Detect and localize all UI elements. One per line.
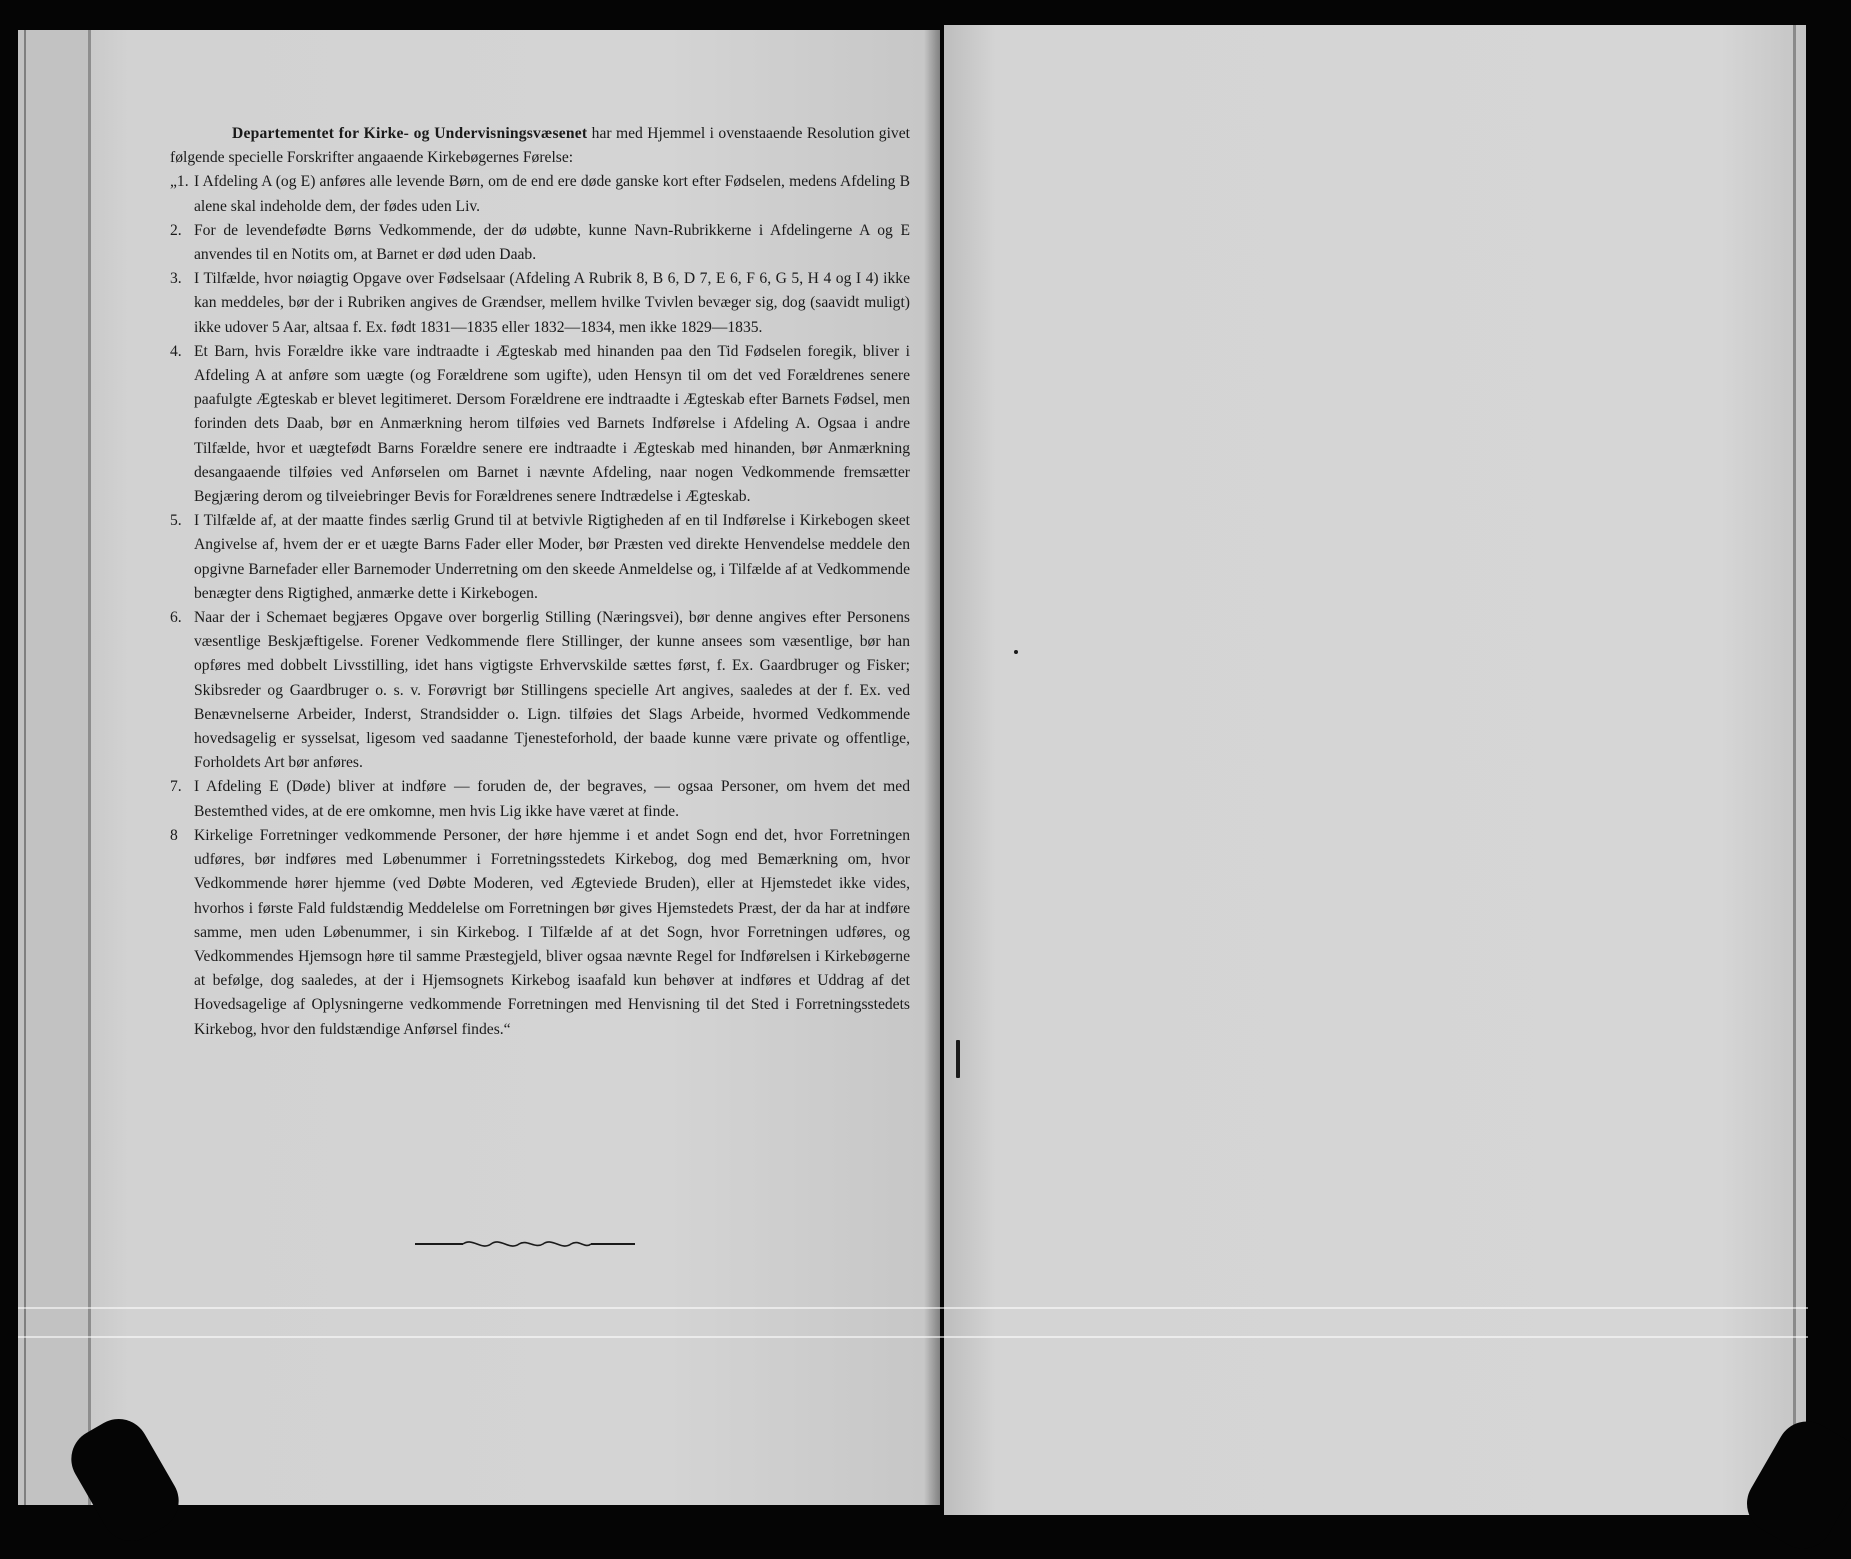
ornament-divider-icon xyxy=(415,1235,635,1253)
item-number: 6. xyxy=(170,609,182,627)
regulation-item-1 xyxy=(170,170,910,218)
item-text: Et Barn, hvis Forældre ikke vare indtraadte i Ægteskab med hinanden paa den Tid Fødselen foregik, bliver i Afdeling A at anføre som uægte (og Forældrene som ugifte), uden Hensyn til om det ved Forældrenes senere paafulgte Ægteskab er blevet legitimeret. Dersom Forældrene ere indtraadte i Ægteskab efter Barnets Fødsel, men forinden dets Daab, bør en Anmærkning herom tilføies ved Barnets Indførelse i Afdeling A. Ogsaa i andre Tilfælde, hvor et uægtefødt Barns Forældre senere ere indtraadte i Ægteskab med hinanden, bør Anmærkning desangaaende tilføies ved Anførselen om Barnet i nævnte Afdeling, naar nogen Vedkommende fremsætter Begjæring derom og tilveiebringer Bevis for Forældrenes senere Indtrædelse i Ægteskab. xyxy=(194,342,910,506)
regulation-item-8 xyxy=(170,824,910,1042)
right-page-edge xyxy=(1793,25,1796,1515)
item-number: 2. xyxy=(170,221,182,239)
ink-speck xyxy=(956,1040,960,1078)
regulation-text xyxy=(170,122,910,1042)
item-text: For de levendefødte Børns Vedkommende, der dø udøbte, kunne Navn-Rubrikkerne i Afdelingerne A og E anvendes til en Notits om, at Barnet er død uden Daab. xyxy=(194,221,910,264)
item-text: I Afdeling A (og E) anføres alle levende Børn, om de end ere døde ganske kort efter Fødselen, medens Afdeling B alene skal indeholde dem, der fødes uden Liv. xyxy=(194,173,910,215)
intro-paragraph xyxy=(170,122,910,170)
regulation-item-4 xyxy=(170,340,910,509)
regulation-item-6 xyxy=(170,606,910,775)
item-text: I Tilfælde af, at der maatte findes særlig Grund til at betvivle Rigtigheden af en til Indførelse i Kirkebogen skeet Angivelse af, hvem der er et uægte Barns Fader eller Moder, bør Præsten ved direkte Henvendelse meddele den opgivne Barnefader eller Barnemoder Underretning om den skeede Anmeldelse og, i Tilfælde af at Vedkommende benægter dens Rigtighed, anmærke dette i Kirkebogen. xyxy=(194,512,910,602)
item-number: 5. xyxy=(170,512,182,530)
item-number: 4. xyxy=(170,342,182,360)
item-number: „1. xyxy=(170,173,189,191)
regulation-item-7 xyxy=(170,775,910,823)
margin-rule xyxy=(24,30,26,1505)
left-page-margin xyxy=(18,30,91,1505)
ink-speck xyxy=(1014,650,1018,654)
item-text: I Afdeling E (Døde) bliver at indføre — foruden de, der begraves, — ogsaa Personer, om hvem det med Bestemthed vides, at de ere omkomne, men hvis Lig ikke have været at finde. xyxy=(194,778,910,820)
regulation-item-5 xyxy=(170,509,910,606)
item-number: 8 xyxy=(170,826,178,844)
right-page xyxy=(944,25,1806,1515)
item-number: 7. xyxy=(170,778,182,796)
gutter-shadow xyxy=(924,30,940,1505)
scan-line xyxy=(18,1307,1808,1309)
item-text: Kirkelige Forretninger vedkommende Personer, der høre hjemme i et andet Sogn end det, hvor Forretningen udføres, bør indføres med Løbenummer i Forretningsstedets Kirkebog, dog med Bemærkning om, hvor Vedkommende hører hjemme (ved Døbte Moderen, ved Ægteviede Bruden), eller at Hjemstedet ikke vides, hvorhos i første Fald fuldstændig Meddelelse om Forretningen bør gives Hjemstedets Præst, der da har at indføre samme, men uden Løbenummer, i sin Kirkebog. I Tilfælde af at det Sogn, hvor Forretningen udføres, og Vedkommendes Hjemsogn høre til samme Præstegjeld, bliver ogsaa nævnte Regel for Indførelsen i Kirkebøgerne at befølge, dog saaledes, at der i Hjemsognets Kirkebog isaafald kun behøver at indføres et Uddrag af det Hovedsagelige af Oplysningerne vedkommende Forretningen med Henvisning til det Sted i Forretningsstedets Kirkebog, hvor den fuldstændige Anførsel findes.“ xyxy=(194,826,910,1038)
department-heading: Departementet for Kirke- og Undervisningsvæsenet xyxy=(232,125,588,142)
regulation-item-2 xyxy=(170,219,910,267)
scan-line xyxy=(18,1336,1808,1338)
item-text: Naar der i Schemaet begjæres Opgave over borgerlig Stilling (Næringsvei), bør denne angives efter Personens væsentlige Beskjæftigelse. Forener Vedkommende flere Stillinger, der kunne ansees som væsentlige, bør han opføres med dobbelt Livsstilling, idet hans vigtigste Erhvervskilde sættes først, f. Ex. Gaardbruger og Fisker; Skibsreder og Gaardbruger o. s. v. Forøvrigt bør Stillingens specielle Art angives, saaledes at der f. Ex. ved Benævnelserne Arbeider, Inderst, Strandsidder o. Lign. tilføies det Slags Arbeide, hvormed Vedkommende hovedsagelig er sysselsat, ligesom ved saadanne Tjenesteforhold, der baade kunne være private og offentlige, Forholdets Art bør anføres. xyxy=(194,609,910,772)
item-text: I Tilfælde, hvor nøiagtig Opgave over Fødselsaar (Afdeling A Rubrik 8, B 6, D 7, E 6, F 6, G 5, H 4 og I 4) ikke kan meddeles, bør der i Rubriken angives de Grændser, mellem hvilke Tvivlen bevæger sig, dog (saavidt muligt) ikke udover 5 Aar, altsaa f. Ex. født 1831—1835 eller 1832—1834, men ikke 1829—1835. xyxy=(194,270,910,336)
intro-text: har med Hjemmel i ovenstaaende Resolution givet følgende specielle Forskrifter angaaende Kirkebøgernes Førelse: xyxy=(170,125,910,167)
item-number: 3. xyxy=(170,270,182,288)
regulation-item-3 xyxy=(170,267,910,340)
